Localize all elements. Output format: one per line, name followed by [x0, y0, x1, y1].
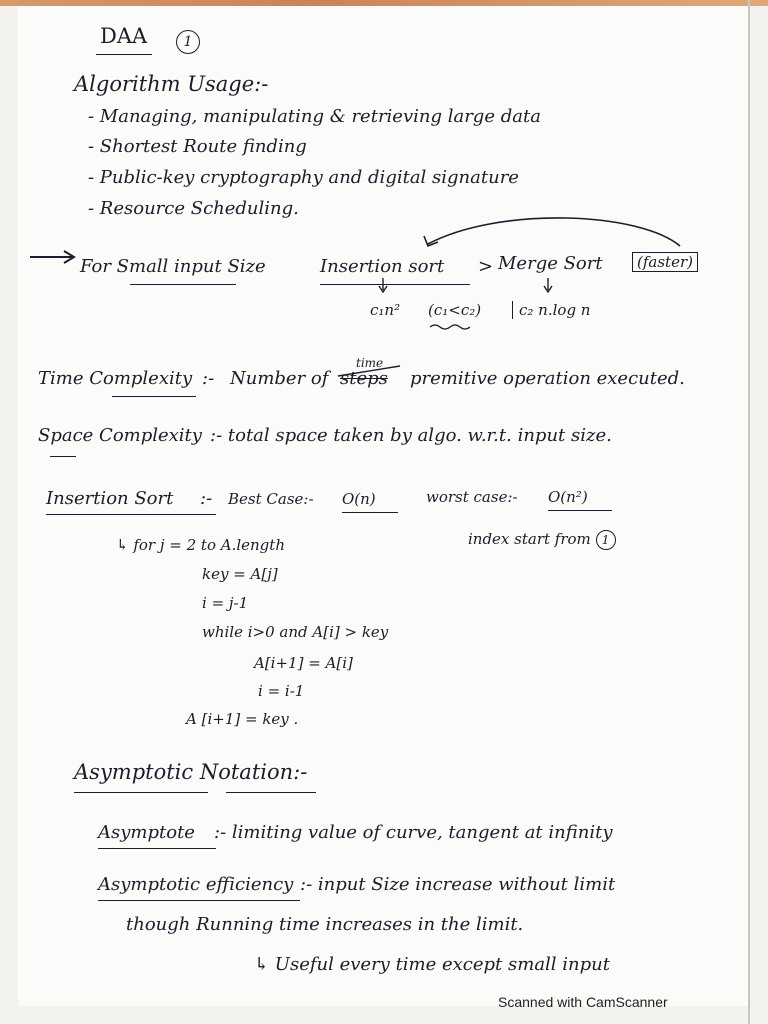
usage-title: Algorithm Usage:-: [74, 72, 269, 96]
insertion-sort-sep: :-: [200, 488, 213, 509]
scanner-watermark: Scanned with CamScanner: [498, 994, 668, 1010]
code-line-2: key = A[j]: [202, 565, 278, 583]
efficiency-underline: [98, 900, 300, 901]
code-line-3: i = j-1: [202, 594, 249, 612]
insertion-sort-underline: [46, 514, 216, 515]
space-complexity-term: Space Complexity: [38, 425, 202, 446]
space-complexity-underline: [50, 456, 76, 457]
asymptote-underline: [98, 848, 216, 849]
usage-item-2: - Shortest Route finding: [88, 136, 307, 157]
insertion-underline: [320, 284, 470, 285]
worst-case-label: worst case:-: [426, 488, 518, 506]
efficiency-cont: though Running time increases in the limit.: [126, 914, 524, 935]
best-case-underline: [342, 512, 398, 513]
code-line-1: ↳ for j = 2 to A.length: [116, 536, 285, 554]
best-case-value: O(n): [342, 490, 376, 508]
efficiency-def: :- input Size increase without limit: [300, 874, 616, 895]
merge-cost: c₂ n.log n: [512, 301, 590, 319]
worst-case-underline: [548, 510, 612, 511]
asymptotic-underline-2: [226, 792, 316, 793]
best-case-label: Best Case:-: [228, 490, 314, 508]
time-struck-word: steps: [340, 368, 388, 389]
cost-condition: (c₁<c₂): [428, 301, 482, 319]
page-number: 1: [176, 30, 200, 54]
usage-item-4: - Resource Scheduling.: [88, 198, 299, 219]
asymptotic-title: Asymptotic Notation:-: [74, 760, 308, 784]
usage-item-3: - Public-key cryptography and digital signature: [88, 167, 519, 188]
code-line-7: A [i+1] = key .: [186, 710, 299, 728]
index-note: index start from 1: [468, 530, 616, 550]
code-line-6: i = i-1: [258, 682, 305, 700]
insertion-cost: c₁n²: [370, 301, 401, 319]
time-def-a: Number of: [230, 368, 329, 389]
asymptote-term: Asymptote: [98, 822, 195, 843]
insertion-sort-label: Insertion sort: [320, 256, 445, 277]
comparison-prefix: For Small input Size: [80, 256, 266, 277]
faster-note: (faster): [632, 253, 698, 271]
code-line-4: while i>0 and A[i] > key: [202, 623, 389, 641]
useful-note: ↳ Useful every time except small input: [254, 954, 610, 975]
usage-item-1: - Managing, manipulating & retrieving large data: [88, 106, 541, 127]
time-complexity-underline: [112, 396, 196, 397]
merge-sort-label: Merge Sort: [498, 253, 603, 274]
asymptotic-underline-1: [74, 792, 208, 793]
time-complexity-sep: :-: [202, 368, 215, 389]
efficiency-term: Asymptotic efficiency: [98, 874, 294, 895]
time-inserted-word: time: [356, 356, 384, 370]
time-complexity-term: Time Complexity: [38, 368, 193, 389]
space-complexity-def: :- total space taken by algo. w.r.t. input size.: [210, 425, 612, 446]
code-line-5: A[i+1] = A[i]: [254, 654, 353, 672]
greater-than: >: [478, 256, 494, 277]
asymptote-def: :- limiting value of curve, tangent at infinity: [214, 822, 613, 843]
worst-case-value: O(n²): [548, 488, 588, 506]
insertion-sort-title: Insertion Sort: [46, 488, 174, 509]
time-def-b: premitive operation executed.: [410, 368, 685, 389]
subject-title: DAA: [100, 24, 148, 48]
small-underline: [130, 284, 236, 285]
